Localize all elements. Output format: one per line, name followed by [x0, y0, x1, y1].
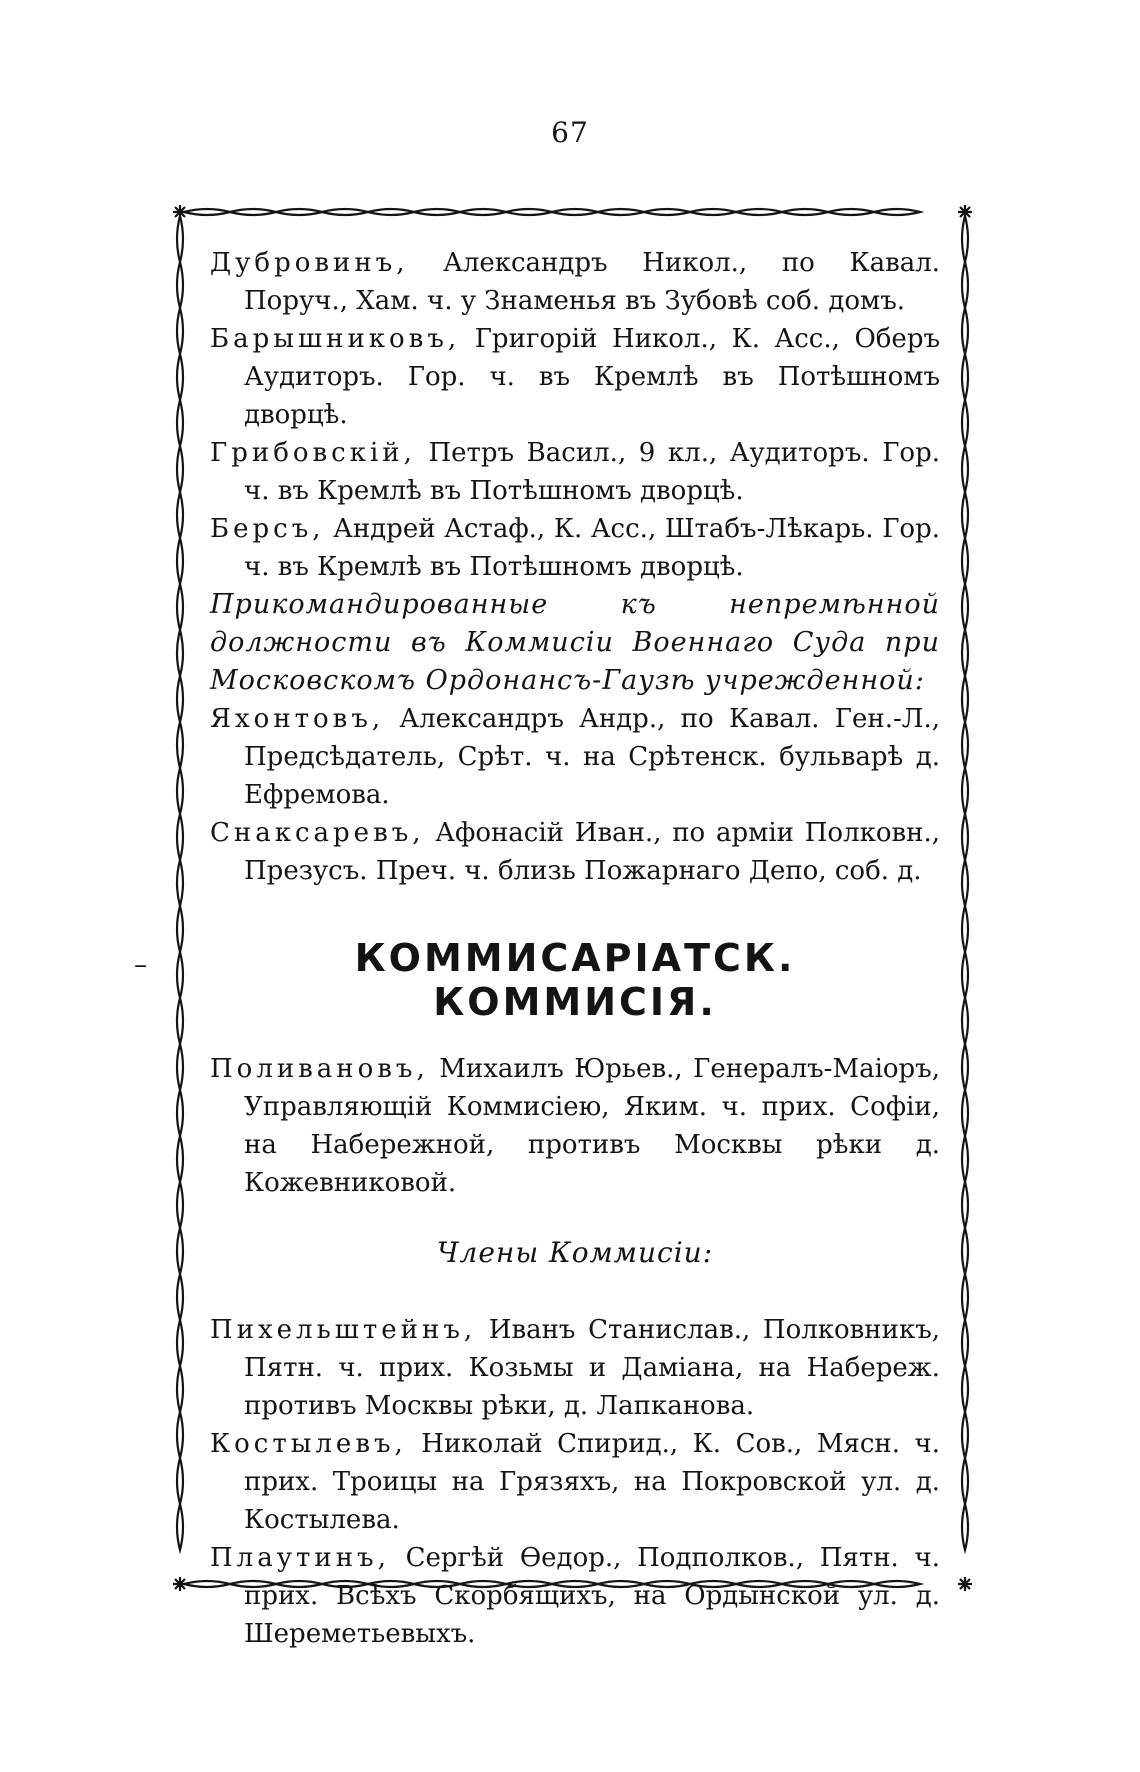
- border-link: [552, 209, 598, 215]
- entry-text: Григорій Никол., К. Асс., Оберъ Аудиторъ. Гор. ч. въ Кремлѣ въ Потѣшномъ дворцѣ.: [244, 324, 940, 430]
- border-link: [962, 538, 968, 584]
- border-link: [962, 584, 968, 630]
- entry-surname: Яхонтовъ,: [210, 704, 385, 734]
- entry-surname: Плаутинъ,: [210, 1543, 390, 1573]
- border-link: [690, 209, 736, 215]
- entry-text: Николай Спирид., К. Сов., Мясн. ч. прих. Троицы на Грязяхъ, на Покровской ул. д. Костылева.: [244, 1429, 940, 1535]
- border-link: [322, 209, 368, 215]
- entries-members: [210, 1311, 940, 1653]
- entries-top: [210, 244, 940, 586]
- border-link: [177, 584, 183, 630]
- border-link: [962, 998, 968, 1044]
- border-link: [177, 906, 183, 952]
- border-link: [177, 216, 183, 262]
- border-link: [177, 1458, 183, 1504]
- border-link: [962, 1090, 968, 1136]
- border-link: [958, 1577, 972, 1591]
- border-link: [962, 1228, 968, 1274]
- entry-surname: Снаксаревъ,: [210, 818, 425, 848]
- border-link: [958, 205, 972, 219]
- border-link: [177, 722, 183, 768]
- border-link: [962, 952, 968, 998]
- page-content: [210, 244, 940, 1653]
- border-link: [177, 538, 183, 584]
- entry-text: Александръ Никол., по Кавал. Поруч., Хам. ч. у Знаменья въ Зубовѣ соб. домъ.: [244, 248, 940, 316]
- entry-surname: Костылевъ,: [210, 1429, 407, 1459]
- border-link: [962, 1182, 968, 1228]
- border-link: [962, 676, 968, 722]
- border-link: [177, 446, 183, 492]
- entry-text: Петръ Васил., 9 кл., Аудиторъ. Гор. ч. въ Кремлѣ въ Потѣшномъ дворцѣ.: [244, 438, 940, 506]
- entry-text: Сергѣй Өедор., Подполков., Пятн. ч. прих. Всѣхъ Скорбящихъ, на Ордынской ул. д. Шереметьевыхъ.: [244, 1543, 940, 1649]
- border-link: [962, 308, 968, 354]
- border-link: [962, 630, 968, 676]
- border-link: [460, 209, 506, 215]
- border-link: [177, 492, 183, 538]
- border-link: [177, 1366, 183, 1412]
- entry-surname: Грибовскій,: [210, 438, 416, 468]
- border-link: [962, 1366, 968, 1412]
- list-item: [210, 510, 940, 586]
- border-link: [177, 1090, 183, 1136]
- border-link: [598, 209, 644, 215]
- border-link: [177, 952, 183, 998]
- border-link: [173, 205, 187, 219]
- entry-surname: Поливановъ,: [210, 1054, 429, 1084]
- border-link: [962, 446, 968, 492]
- border-link: [184, 209, 230, 215]
- entry-text: Андрей Астаф., К. Асс., Штабъ-Лѣкарь. Гор. ч. въ Кремлѣ въ Потѣшномъ дворцѣ.: [244, 514, 940, 582]
- ornamental-frame: [170, 202, 975, 1649]
- border-link: [962, 1274, 968, 1320]
- entry-text: Михаилъ Юрьев., Генералъ-Маіоръ, Управляющій Коммисіею, Яким. ч. прих. Софіи, на Набережной, противъ Москвы рѣки д. Кожевниковой.: [244, 1054, 940, 1198]
- list-item: [210, 434, 940, 510]
- entry-surname: Берсъ,: [210, 514, 325, 544]
- page-number: 67: [551, 116, 589, 149]
- border-link: [962, 262, 968, 308]
- border-link: [962, 1412, 968, 1458]
- border-link: [962, 216, 968, 262]
- border-link: [874, 209, 920, 215]
- border-link: [177, 1228, 183, 1274]
- entry-text: Афонасій Иван., по арміи Полковн., Презусъ. Преч. ч. близь Пожарнаго Депо, соб. д.: [244, 818, 940, 886]
- border-link: [962, 906, 968, 952]
- border-link: [177, 1044, 183, 1090]
- border-link: [177, 998, 183, 1044]
- border-link: [177, 1274, 183, 1320]
- members-heading: Члены Коммисіи:: [436, 1236, 714, 1269]
- border-link: [177, 308, 183, 354]
- border-link: [962, 354, 968, 400]
- border-link: [177, 262, 183, 308]
- border-link: [506, 209, 552, 215]
- border-link: [962, 400, 968, 446]
- border-link: [177, 768, 183, 814]
- border-link: [962, 1044, 968, 1090]
- border-link: [962, 722, 968, 768]
- border-link: [962, 1458, 968, 1504]
- border-link: [962, 492, 968, 538]
- list-item: [210, 1425, 940, 1539]
- border-link: [177, 1320, 183, 1366]
- list-item: [210, 244, 940, 320]
- border-link: [177, 354, 183, 400]
- border-link: [230, 209, 276, 215]
- border-link: [962, 768, 968, 814]
- border-link: [177, 814, 183, 860]
- entries-attached: [210, 700, 940, 890]
- border-link: [177, 400, 183, 446]
- entries-commissariat: [210, 1050, 940, 1202]
- border-link: [276, 209, 322, 215]
- entry-text: Иванъ Станислав., Полковникъ, Пятн. ч. прих. Козьмы и Даміана, на Набереж. противъ Москвы рѣки, д. Лапканова.: [244, 1315, 940, 1421]
- border-link: [177, 676, 183, 722]
- attached-note: Прикомандированные къ непремѣнной должности въ Коммисіи Военнаго Суда при Московскомъ Ордонансъ-Гаузѣ учрежденной:: [210, 589, 940, 696]
- border-link: [828, 209, 874, 215]
- border-link: [962, 1504, 968, 1550]
- border-link: [962, 1320, 968, 1366]
- entry-surname: Дубровинъ,: [210, 248, 409, 278]
- entry-text: Александръ Андр., по Кавал. Ген.-Л., Предсѣдатель, Срѣт. ч. на Срѣтенск. бульварѣ д. Ефремова.: [244, 704, 940, 810]
- border-link: [177, 1504, 183, 1550]
- border-link: [173, 1577, 187, 1591]
- border-link: [962, 1136, 968, 1182]
- border-link: [177, 630, 183, 676]
- entry-surname: Барышниковъ,: [210, 324, 461, 354]
- list-item: [210, 700, 940, 814]
- border-link: [177, 1412, 183, 1458]
- entry-surname: Пихельштейнъ,: [210, 1315, 477, 1345]
- border-link: [644, 209, 690, 215]
- border-link: [782, 209, 828, 215]
- border-link: [962, 814, 968, 860]
- list-item: [210, 1539, 940, 1653]
- border-link: [962, 860, 968, 906]
- list-item: [210, 1050, 940, 1202]
- border-link: [177, 860, 183, 906]
- list-item: [210, 1311, 940, 1425]
- border-link: [177, 1136, 183, 1182]
- list-item: [210, 320, 940, 434]
- border-link: [368, 209, 414, 215]
- list-item: [210, 814, 940, 890]
- margin-mark: –: [134, 950, 147, 980]
- border-link: [736, 209, 782, 215]
- border-link: [177, 1182, 183, 1228]
- border-link: [414, 209, 460, 215]
- section-title: КОММИСАРІАТСК. КОММИСІЯ.: [354, 936, 796, 1024]
